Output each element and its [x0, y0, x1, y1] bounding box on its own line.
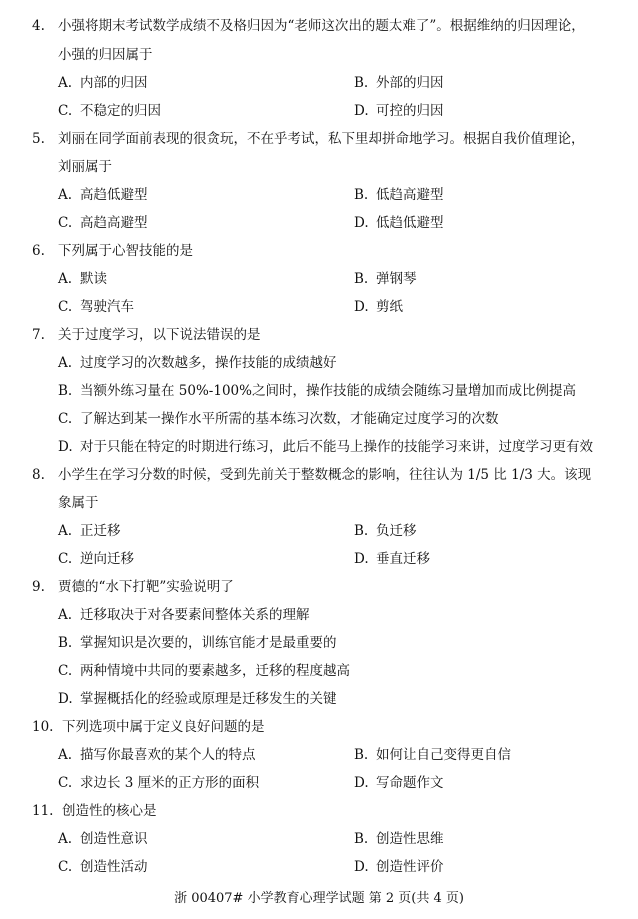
option-d [58, 437, 593, 457]
option-a [58, 829, 148, 849]
question-number: 8. [32, 467, 45, 483]
option-label: A. [58, 747, 73, 763]
option-text: 高趋低避型 [80, 187, 148, 203]
option-text: 当额外练习量在 50%-100%之间时，操作技能的成绩会随练习量增加而成比例提高 [80, 383, 576, 399]
question-4 [32, 16, 585, 36]
option-label: A. [58, 831, 73, 847]
option-a [58, 353, 337, 373]
option-text: 两种情境中共同的要素越多，迁移的程度越高 [80, 663, 350, 679]
option-text: 逆向迁移 [80, 551, 134, 567]
option-text: 高趋高避型 [80, 215, 148, 231]
option-label: B. [354, 831, 369, 847]
option-d [354, 773, 444, 793]
question-number: 7. [32, 327, 45, 343]
option-text: 创造性评价 [376, 859, 444, 875]
option-label: B. [354, 75, 369, 91]
option-c [58, 213, 148, 233]
option-text: 写命题作文 [376, 775, 444, 791]
question-text-continued: 刘丽属于 [58, 159, 112, 175]
option-text: 不稳定的归因 [80, 103, 161, 119]
question-number: 10. [32, 719, 54, 735]
option-label: A. [58, 187, 73, 203]
option-label: C. [58, 859, 73, 875]
question-text-continued: 象属于 [58, 495, 99, 511]
option-b [354, 73, 444, 93]
option-text: 创造性活动 [80, 859, 148, 875]
option-label: D. [354, 859, 369, 875]
option-label: C. [58, 103, 73, 119]
option-label: D. [354, 551, 369, 567]
option-label: B. [354, 271, 369, 287]
option-c [58, 409, 499, 429]
option-label: C. [58, 411, 73, 427]
page-footer: 浙 00407# 小学教育心理学试题 第 2 页(共 4 页) [174, 891, 464, 906]
option-c [58, 773, 259, 793]
option-text: 弹钢琴 [376, 271, 417, 287]
option-text: 迁移取决于对各要素间整体关系的理解 [80, 607, 310, 623]
option-label: B. [354, 187, 369, 203]
option-label: A. [58, 271, 73, 287]
option-text: 创造性意识 [80, 831, 148, 847]
question-text: 刘丽在同学面前表现的很贪玩，不在乎考试，私下里却拼命地学习。根据自我价值理论， [58, 131, 585, 147]
option-label: B. [58, 635, 73, 651]
option-text: 默读 [80, 271, 107, 287]
option-label: D. [58, 691, 73, 707]
option-text: 过度学习的次数越多，操作技能的成绩越好 [80, 355, 337, 371]
option-label: C. [58, 775, 73, 791]
question-number: 11. [32, 803, 54, 819]
question-number: 5. [32, 131, 45, 147]
option-d [354, 857, 444, 877]
option-label: D. [354, 103, 369, 119]
option-b [58, 633, 337, 653]
question-number: 4. [32, 18, 45, 34]
option-text: 对于只能在特定的时期进行练习，此后不能马上操作的技能学习来讲，过度学习更有效 [80, 439, 593, 455]
option-label: A. [58, 355, 73, 371]
question-7 [32, 325, 261, 345]
option-text: 创造性思维 [376, 831, 444, 847]
option-label: C. [58, 215, 73, 231]
option-c [58, 101, 161, 121]
option-a [58, 73, 148, 93]
option-label: C. [58, 299, 73, 315]
option-text: 掌握概括化的经验或原理是迁移发生的关键 [80, 691, 337, 707]
question-number: 6. [32, 243, 45, 259]
question-text-continued: 小强的归因属于 [58, 47, 153, 63]
option-d [354, 101, 444, 121]
option-text: 如何让自己变得更自信 [376, 747, 511, 763]
option-label: A. [58, 607, 73, 623]
option-text: 外部的归因 [376, 75, 444, 91]
option-text: 可控的归因 [376, 103, 444, 119]
option-label: C. [58, 551, 73, 567]
option-c [58, 857, 148, 877]
question-text: 下列属于心智技能的是 [58, 243, 193, 259]
option-text: 掌握知识是次要的，训练官能才是最重要的 [80, 635, 337, 651]
option-a [58, 269, 107, 289]
option-text: 剪纸 [376, 299, 403, 315]
question-number: 9. [32, 579, 45, 595]
option-d [58, 689, 337, 709]
option-a [58, 521, 121, 541]
question-text: 贾德的“水下打靶”实验说明了 [58, 579, 234, 595]
option-text: 求边长 3 厘米的正方形的面积 [80, 775, 260, 791]
option-d [354, 213, 444, 233]
option-c [58, 297, 134, 317]
option-b [354, 185, 444, 205]
question-text: 小学生在学习分数的时候，受到先前关于整数概念的影响，往往认为 1/5 比 1/3 大。该现 [58, 467, 592, 483]
option-label: B. [354, 523, 369, 539]
question-5 [32, 129, 585, 149]
option-text: 内部的归因 [80, 75, 148, 91]
question-10 [32, 717, 265, 737]
option-b [354, 269, 417, 289]
question-6 [32, 241, 193, 261]
question-text: 下列选项中属于定义良好问题的是 [62, 719, 265, 735]
option-text: 了解达到某一操作水平所需的基本练习次数，才能确定过度学习的次数 [80, 411, 499, 427]
question-text: 小强将期末考试数学成绩不及格归因为“老师这次出的题太难了”。根据维纳的归因理论， [58, 18, 585, 34]
option-text: 低趋低避型 [376, 215, 444, 231]
option-a [58, 605, 310, 625]
option-c [58, 549, 134, 569]
option-c [58, 661, 350, 681]
option-text: 负迁移 [376, 523, 417, 539]
option-label: D. [354, 775, 369, 791]
option-text: 正迁移 [80, 523, 121, 539]
option-b [58, 381, 576, 401]
option-text: 垂直迁移 [376, 551, 430, 567]
option-a [58, 185, 148, 205]
question-9 [32, 577, 234, 597]
option-label: B. [354, 747, 369, 763]
option-d [354, 549, 430, 569]
option-label: B. [58, 383, 73, 399]
option-label: A. [58, 523, 73, 539]
option-b [354, 829, 444, 849]
question-11 [32, 801, 157, 821]
question-text: 创造性的核心是 [62, 803, 157, 819]
question-text: 关于过度学习，以下说法错误的是 [58, 327, 261, 343]
option-label: A. [58, 75, 73, 91]
option-label: D. [354, 215, 369, 231]
option-text: 描写你最喜欢的某个人的特点 [80, 747, 256, 763]
question-8 [32, 465, 591, 485]
option-label: D. [354, 299, 369, 315]
option-label: D. [58, 439, 73, 455]
option-b [354, 521, 417, 541]
option-b [354, 745, 511, 765]
option-a [58, 745, 256, 765]
option-d [354, 297, 403, 317]
option-text: 驾驶汽车 [80, 299, 134, 315]
option-text: 低趋高避型 [376, 187, 444, 203]
option-label: C. [58, 663, 73, 679]
